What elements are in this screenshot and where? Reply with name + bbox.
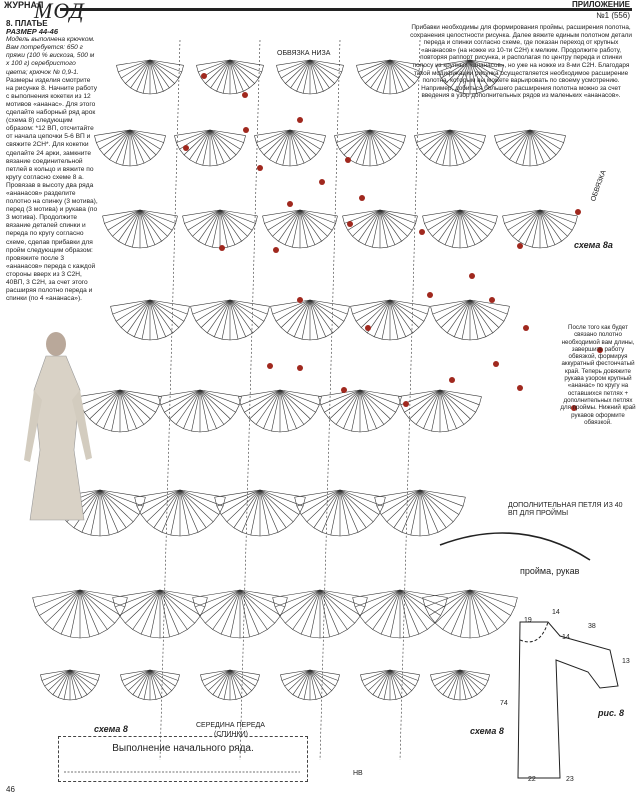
marker-dot <box>517 385 523 391</box>
stitch-line <box>460 210 475 245</box>
stitch-line <box>516 130 530 163</box>
label-extra-loop: ДОПОЛНИТЕЛЬНАЯ ПЕТЛЯ ИЗ 40 ВП ДЛЯ ПРОЙМЫ <box>508 502 623 517</box>
stitch-line <box>310 300 326 337</box>
stitch-line <box>525 210 540 245</box>
stitch-line <box>423 590 470 598</box>
stitch-line <box>420 490 438 532</box>
stitch-line <box>184 390 201 429</box>
stitch-line <box>370 130 384 163</box>
stitch-line <box>301 590 320 634</box>
stitch-line <box>470 590 505 623</box>
stitch-line <box>61 590 80 634</box>
magazine-logo-small: ЖУРНАЛ <box>4 0 44 10</box>
stitch-line <box>210 130 224 163</box>
stitch-line <box>320 590 339 634</box>
stitch-line <box>365 590 400 623</box>
stitch-line <box>196 130 210 163</box>
stitch-line <box>445 210 460 245</box>
marker-dot <box>517 243 523 249</box>
label-center-back: (СПИНКИ) <box>214 731 248 738</box>
stitch-line <box>80 590 115 623</box>
left-instructions <box>6 20 98 303</box>
marker-dot <box>449 377 455 383</box>
stitch-line <box>230 60 243 91</box>
stitch-line <box>290 130 304 163</box>
stitch-line <box>353 590 400 598</box>
instructions-body: Размеры изделия смотрите на рисунке 8. Начните работу с выполнения кокетки из 12 мотивов «ананас». Для этого сделайте наборный ряд арок (схема 8) следующим образом: *12 ВП, отсчитайте от начала цепочки 5-6 ВП и свяжите 2СН*. Для кокетки сделайте 24 арки, замкните вязание соединительной петлей в кольцо и вяжите по кругу согласно схеме 8 а. Провязав в высоту два ряда «ананасов» разделите полотно на спинку (3 мотива), перед (3 мотива) и рукава (по 3 мотива). Продолжите вязание деталей спинки и переда по кругу согласно схеме, сделав прибавки для пройм следующим образом: провяжите после 3 «ананасов» переда с каждой стороны вверх из 3 С2Н, 40ВП, 3 С2Н, за счет этого расширяя полотно переда и спинки (по 4 «ананаса»). <box>6 76 98 303</box>
stitch-line <box>470 590 489 634</box>
marker-dot <box>287 201 293 207</box>
stitch-line <box>470 590 517 598</box>
stitch-line <box>260 490 278 532</box>
stitch-line <box>280 390 297 429</box>
stitch-line <box>140 210 155 245</box>
stitch-line <box>230 670 242 698</box>
materials-text: Вам потребуется: 650 г пряжи (100 % вискоза, 500 м х 100 г) серебристого цвета; крючок № 0,9-1. <box>6 44 95 76</box>
stitch-line <box>320 590 355 623</box>
stitch-line <box>454 300 470 337</box>
dim-19: 19 <box>524 617 532 624</box>
marker-dot <box>347 221 353 227</box>
armhole-arc <box>440 533 590 560</box>
stitch-line <box>540 210 555 245</box>
marker-dot <box>242 92 248 98</box>
stitch-line <box>150 670 162 698</box>
start-row-title: Выполнение начального ряда. <box>112 743 254 754</box>
label-schema-8-left: схема 8 <box>94 724 128 734</box>
marker-dot <box>297 297 303 303</box>
stitch-line <box>264 390 281 429</box>
stitch-line <box>130 130 144 163</box>
stitch-line <box>217 60 230 91</box>
marker-dot <box>523 325 529 331</box>
marker-dot <box>257 165 263 171</box>
stitch-line <box>240 590 259 634</box>
stitch-line <box>221 590 240 634</box>
stitch-line <box>470 300 486 337</box>
stitch-line <box>297 60 310 91</box>
label-armhole: пройма, рукав <box>520 566 580 576</box>
marker-dot <box>319 179 325 185</box>
dim-14b: 14 <box>562 634 570 641</box>
stitch-line <box>134 300 150 337</box>
stitch-line <box>310 60 323 91</box>
stitch-line <box>220 210 235 245</box>
stitch-line <box>451 590 470 634</box>
marker-dot <box>183 145 189 151</box>
stitch-line <box>150 300 166 337</box>
marker-dot <box>273 247 279 253</box>
stitch-line <box>162 490 180 532</box>
stitch-line <box>400 590 419 634</box>
marker-dot <box>493 361 499 367</box>
marker-dot <box>243 127 249 133</box>
stitch-line <box>300 210 315 245</box>
stitch-line <box>365 210 380 245</box>
stitch-line <box>273 590 320 598</box>
label-schema-8-bottom: схема 8 <box>470 726 504 736</box>
stitch-line <box>160 590 179 634</box>
stitch-line <box>381 590 400 634</box>
stitch-line <box>285 590 320 623</box>
stitch-line <box>402 490 420 532</box>
stitch-line <box>230 300 246 337</box>
magazine-logo: МОД <box>34 0 85 23</box>
stitch-line <box>150 60 163 91</box>
dim-38: 38 <box>588 623 596 630</box>
stem-line <box>320 40 340 760</box>
label-obvyazka-niza: ОБВЯЗКА НИЗА <box>277 50 331 57</box>
stitch-line <box>242 490 260 532</box>
dim-23: 23 <box>566 776 574 783</box>
stitch-line <box>436 130 450 163</box>
stitch-line <box>33 590 80 598</box>
marker-dot <box>365 325 371 331</box>
stitch-line <box>205 590 240 623</box>
marker-dot <box>341 387 347 393</box>
stitch-line <box>205 210 220 245</box>
marker-dot <box>403 401 409 407</box>
stem-line <box>240 40 260 760</box>
stitch-line <box>450 130 464 163</box>
stitch-line <box>116 130 130 163</box>
stitch-line <box>138 670 150 698</box>
label-center-front: СЕРЕДИНА ПЕРЕДА <box>196 722 265 729</box>
stitch-line <box>356 130 370 163</box>
stitch-line <box>424 390 441 429</box>
stitch-line <box>104 390 121 429</box>
appendix-label: ПРИЛОЖЕНИЕ <box>572 0 630 9</box>
stitch-line <box>380 210 395 245</box>
size-label: РАЗМЕР 44-46 <box>6 27 58 37</box>
stitch-line <box>440 390 457 429</box>
stitch-line <box>400 590 435 623</box>
stitch-line <box>322 490 340 532</box>
marker-dot <box>201 73 207 79</box>
stitch-line <box>218 670 230 698</box>
stitch-line <box>58 670 70 698</box>
stitch-line <box>294 300 310 337</box>
stitch-line <box>45 590 80 623</box>
marker-dot <box>359 195 365 201</box>
stitch-line <box>137 60 150 91</box>
stitch-line <box>200 390 217 429</box>
stitch-line <box>100 490 118 532</box>
article-title: 8. ПЛАТЬЕ <box>6 19 48 28</box>
label-schema-8a: схема 8а <box>574 240 613 250</box>
dim-74: 74 <box>500 700 508 707</box>
stitch-line <box>390 60 403 91</box>
stitch-line <box>125 210 140 245</box>
marker-dot <box>219 245 225 251</box>
pattern-outline <box>518 622 618 778</box>
stem-line <box>400 40 420 760</box>
stitch-line <box>377 60 390 91</box>
stitch-line <box>214 300 230 337</box>
stitch-line <box>240 590 275 623</box>
stitch-line <box>435 590 470 623</box>
marker-dot <box>575 209 581 215</box>
stitch-line <box>298 670 310 698</box>
stitch-line <box>378 670 390 698</box>
stitch-line <box>180 490 198 532</box>
stitch-line <box>448 670 460 698</box>
marker-dot <box>427 292 433 298</box>
stitch-line <box>113 590 160 598</box>
stitch-line <box>374 300 390 337</box>
marker-dot <box>297 365 303 371</box>
label-nv: НВ <box>353 770 363 777</box>
dim-13: 13 <box>622 658 630 665</box>
top-right-note: Прибавки необходимы для формирования проймы, расширения полотна, сохранения целостности рисунка. Далее вяжите единым полотном детали переда и спинки согласно схеме, где показан переход от крупных «ананасов» (на ножке из 10-ти С2Н) к мелким. Продолжите работу, повторяя раппорт рисунка, и располагая по центру переда и спинки полосу из крупных «ананасов», но уже на ножке из 8-ми С2Н. Благодаря такой модификации рисунка осуществляется необходимое расширение полотна, которым вы можете варьировать по своему усмотрению. Например, добиться большего расширения полотна можно за счет введения в узор дополнительных рядов из маленьких «ананасов». <box>410 24 632 100</box>
label-obvyazka: ОБВЯЗКА <box>590 169 608 203</box>
dim-14a: 14 <box>552 609 560 616</box>
model-photo <box>18 330 96 525</box>
stitch-line <box>360 390 377 429</box>
stitch-line <box>125 590 160 623</box>
stitch-line <box>193 590 240 598</box>
stitch-line <box>390 670 402 698</box>
issue-number: №1 (556) <box>596 11 630 20</box>
marker-dot <box>469 273 475 279</box>
stitch-line <box>400 590 447 598</box>
stitch-line <box>160 590 195 623</box>
stitch-line <box>276 130 290 163</box>
stitch-line <box>70 670 82 698</box>
start-row-box <box>58 736 308 782</box>
stitch-line <box>344 390 361 429</box>
stitch-line <box>390 300 406 337</box>
stem-line <box>160 40 180 760</box>
stitch-line <box>120 390 137 429</box>
stitch-line <box>460 670 472 698</box>
pattern-label: рис. 8 <box>598 708 625 718</box>
stitch-line <box>310 670 322 698</box>
right-note: После того как будет связано полотно необходимой вам длины, завершите работу обвязкой, формируя аккуратный фестончатый край. Теперь довяжите рукава узором крупный «ананас» по кругу на оставшихся петлях + дополнительных петлях для проймы. Нижний край рукавов оформите обвязкой. <box>560 324 636 426</box>
stitch-line <box>80 590 99 634</box>
stitch-line <box>530 130 544 163</box>
page-number: 46 <box>6 785 15 794</box>
stitch-line <box>285 210 300 245</box>
marker-dot <box>297 117 303 123</box>
stitch-line <box>141 590 160 634</box>
stitch-line <box>340 490 358 532</box>
marker-dot <box>419 229 425 235</box>
model-note: Модель выполнена крючком. <box>6 36 95 44</box>
marker-dot <box>345 157 351 163</box>
marker-dot <box>267 363 273 369</box>
marker-dot <box>489 297 495 303</box>
dim-22: 22 <box>528 776 536 783</box>
